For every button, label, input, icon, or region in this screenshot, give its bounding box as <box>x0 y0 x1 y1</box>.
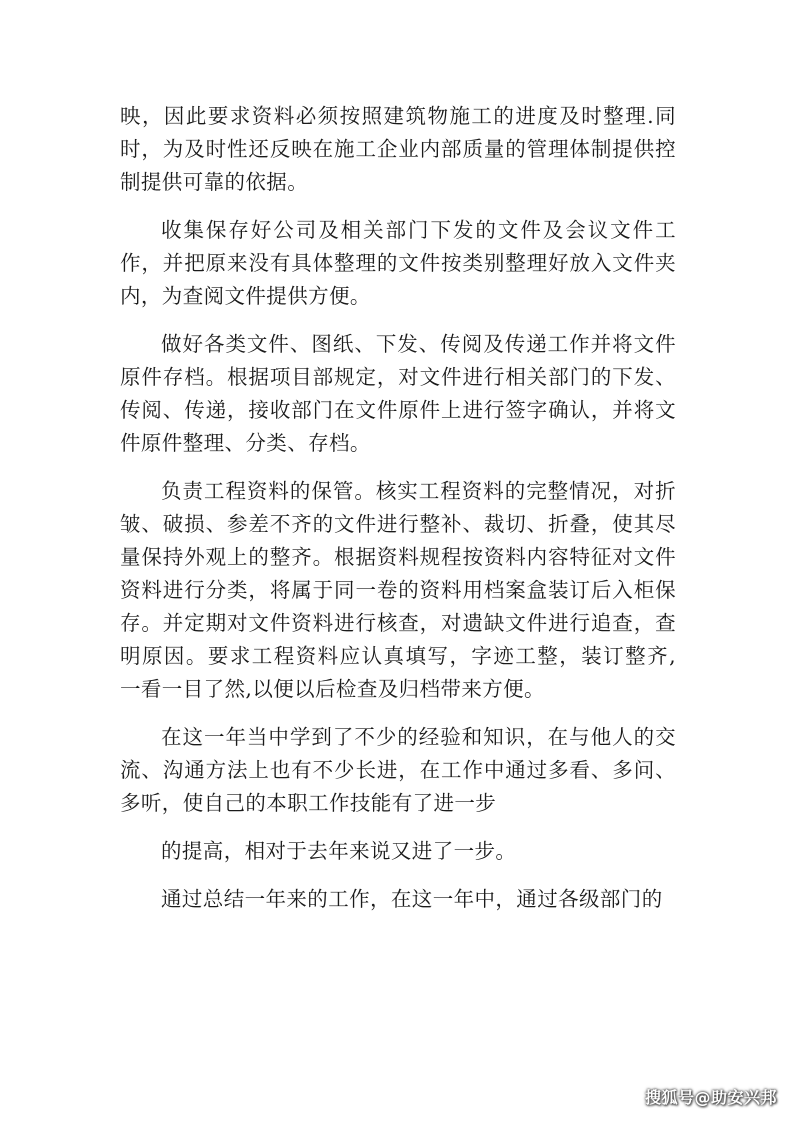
text-line: 的提高，相对于去年来说又进了一步。 <box>161 839 517 863</box>
text-line: 资料进行分类，将属于同一卷的资料用档案盒装订后入柜保 <box>120 578 676 602</box>
text-line: 负责工程资料的保管。核实工程资料的完整情况，对折 <box>161 479 676 503</box>
document-body <box>120 100 676 916</box>
paragraph-2 <box>120 214 676 313</box>
text-line: 通过总结一年来的工作，在这一年中，通过各级部门的 <box>161 887 663 911</box>
text-line: 映，因此要求资料必须按照建筑物施工的进度及时整理.同 <box>120 104 676 128</box>
text-line: 作，并把原来没有具体整理的文件按类别整理好放入文件夹 <box>120 251 676 275</box>
text-line: 件原件整理、分类、存档。 <box>120 431 371 455</box>
text-line: 时，为及时性还反映在施工企业内部质量的管理体制提供控 <box>120 137 676 161</box>
paragraph-1 <box>120 100 676 199</box>
text-line: 量保持外观上的整齐。根据资料规程按资料内容特征对文件 <box>120 545 676 569</box>
text-line: 流、沟通方法上也有不少长进，在工作中通过多看、多问、 <box>120 758 676 782</box>
text-line: 存。并定期对文件资料进行核查，对遗缺文件进行追查，查 <box>120 611 676 635</box>
paragraph-7 <box>120 883 676 916</box>
text-line: 一看一目了然,以便以后检查及归档带来方便。 <box>120 677 545 701</box>
paragraph-4 <box>120 475 676 706</box>
text-line: 皱、破损、参差不齐的文件进行整补、裁切、折叠，使其尽 <box>120 512 676 536</box>
text-line: 原件存档。根据项目部规定，对文件进行相关部门的下发、 <box>120 365 676 389</box>
watermark-text: 搜狐号@助安兴邦 <box>644 1088 777 1107</box>
text-line: 收集保存好公司及相关部门下发的文件及会议文件工 <box>161 218 676 242</box>
text-line: 制提供可靠的依据。 <box>120 170 309 194</box>
text-line: 做好各类文件、图纸、下发、传阅及传递工作并将文件 <box>161 332 676 356</box>
text-line: 传阅、传递，接收部门在文件原件上进行签字确认，并将文 <box>120 398 676 422</box>
text-line: 明原因。要求工程资料应认真填写，字迹工整，装订整齐, <box>120 644 676 668</box>
text-line: 内，为查阅文件提供方便。 <box>120 284 371 308</box>
paragraph-6 <box>120 835 676 868</box>
text-line: 多听，使自己的本职工作技能有了进一步 <box>120 791 497 815</box>
paragraph-5 <box>120 721 676 820</box>
text-line: 在这一年当中学到了不少的经验和知识，在与他人的交 <box>161 725 676 749</box>
paragraph-3 <box>120 328 676 460</box>
